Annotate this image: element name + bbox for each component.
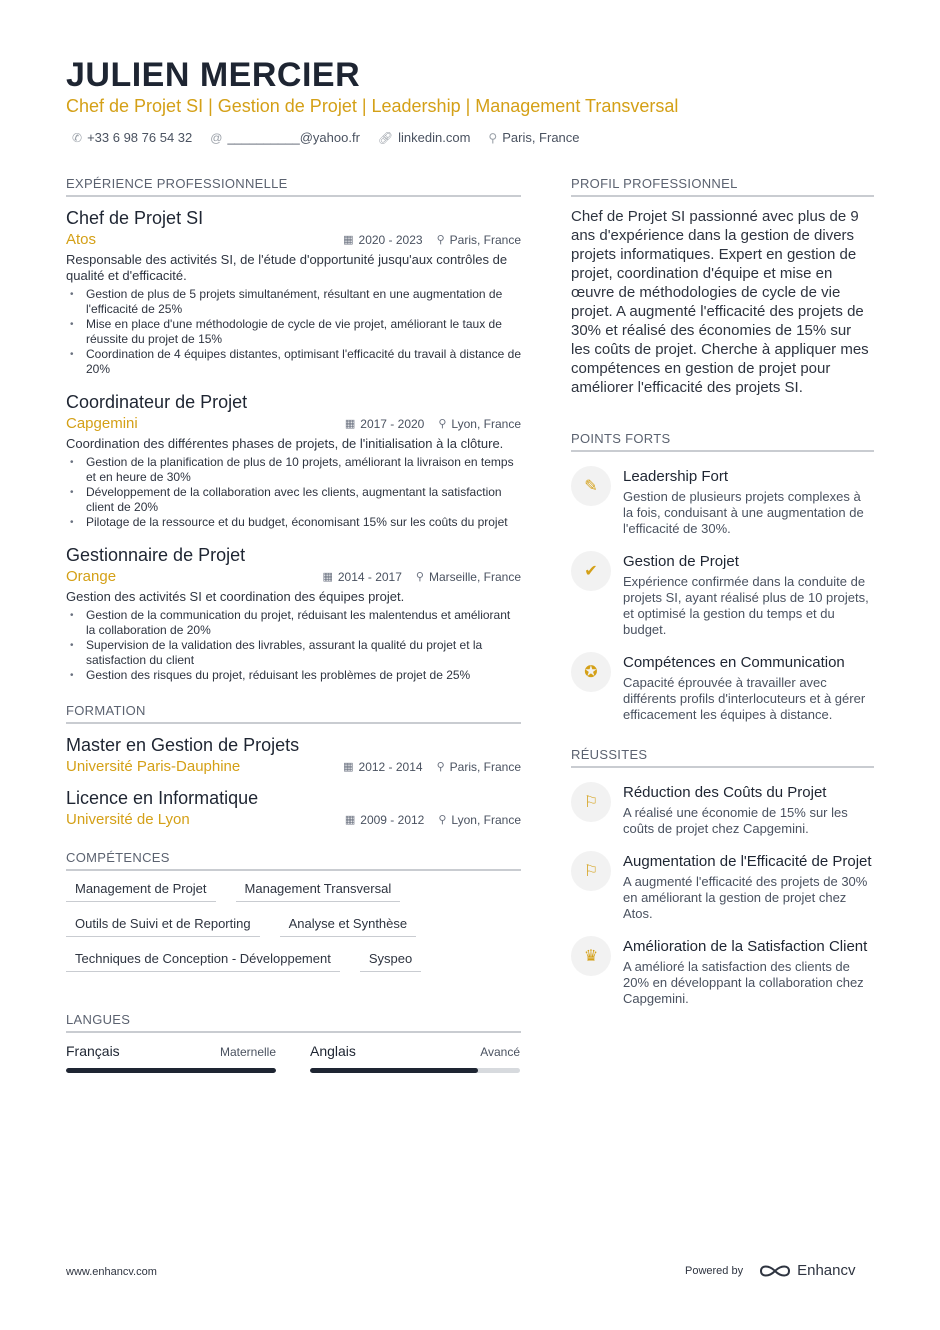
- job-summary: Responsable des activités SI, de l'étude d'opportunité jusqu'aux contrôles de qualité et d'efficacité.: [66, 252, 508, 283]
- company-name: Atos: [66, 231, 97, 248]
- education-item: [66, 734, 521, 775]
- achievements-item: [571, 784, 874, 837]
- degree-title: Licence en Informatique: [66, 788, 259, 808]
- strengths-item: [571, 468, 874, 537]
- bullet-item: • Coordination de 4 équipes distantes, optimisant l'efficacité du travail à distance de 20%: [66, 347, 521, 377]
- left-column: [66, 176, 521, 1073]
- profile-summary: Chef de Projet SI passionné avec plus de 9 ans d'expérience dans la gestion de divers projets informatiques. Expert en gestion de projet, coordination d'équipe et mise en œuvre de méthodologies de cycle de vie projet. A augmenté l'efficacité des projets de 30% et réalisé des économies de 15% sur les coûts de projet. Cherche à appliquer mes compétences en gestion de projet pour améliorer l'efficacité des projets SI.: [571, 208, 869, 396]
- skills-section-title: COMPÉTENCES: [66, 850, 521, 871]
- location-pin-icon: ⚲: [488, 130, 498, 145]
- skill-tag: Outils de Suivi et de Reporting: [66, 916, 260, 937]
- experience-list: [66, 207, 521, 683]
- trophy-icon: ♛: [571, 936, 611, 976]
- bullet-item: • Gestion de la planification de plus de 10 projets, améliorant la livraison en temps et en heure de 30%: [66, 455, 521, 485]
- location-pin-icon: ⚲: [415, 571, 424, 583]
- location-text: Paris, France: [502, 130, 580, 145]
- job-summary: Gestion des activités SI et coordination des équipes projet.: [66, 589, 405, 604]
- strengths-description: Capacité éprouvée à travailler avec différents profils d'interlocuteurs et à gérer efficacement les équipes à distance.: [623, 675, 866, 722]
- date-range: [345, 813, 424, 827]
- footer-website[interactable]: www.enhancv.com: [66, 1266, 157, 1278]
- strengths-title: Compétences en Communication: [623, 654, 845, 671]
- skill-tag: Techniques de Conception - Développement: [66, 951, 340, 972]
- location-pin-icon: ⚲: [436, 234, 445, 246]
- job-title: Chef de Projet SI: [66, 208, 204, 228]
- school-name: Université Paris-Dauphine: [66, 758, 241, 775]
- contact-email[interactable]: [210, 130, 360, 145]
- strengths-description: Gestion de plusieurs projets complexes à la fois, conduisant à une augmentation de l'efficacité de 30%.: [623, 489, 864, 536]
- enhancv-logo-icon: [759, 1263, 791, 1279]
- location-text: Marseille, France: [428, 569, 521, 584]
- check-icon: ✔: [571, 551, 611, 591]
- location: [438, 813, 521, 827]
- achievement-bullets: [66, 455, 521, 530]
- meta-info: [345, 417, 521, 431]
- achievements-item: [571, 853, 874, 922]
- flag-icon: ⚐: [571, 851, 611, 891]
- education-item: [66, 787, 521, 828]
- language-level: Maternelle: [219, 1045, 276, 1059]
- date-range: [345, 417, 424, 431]
- achievements-title: Réduction des Coûts du Projet: [623, 784, 827, 801]
- date-text: 2017 - 2020: [360, 416, 425, 431]
- brand-name: Enhancv: [797, 1262, 856, 1279]
- skill-tag: Analyse et Synthèse: [280, 916, 417, 937]
- bullet-item: • Gestion de plus de 5 projets simultanément, résultant en une augmentation de l'efficacité de 25%: [66, 287, 521, 317]
- job-title: Gestionnaire de Projet: [66, 545, 246, 565]
- skill-tag: Management de Projet: [66, 881, 216, 902]
- strengths-body: [623, 654, 874, 723]
- achievements-title: Augmentation de l'Efficacité de Projet: [623, 853, 872, 870]
- language-item: [66, 1043, 276, 1073]
- company-name: Capgemini: [66, 415, 138, 432]
- strengths-title: Leadership Fort: [623, 468, 729, 485]
- achievement-bullets: [66, 608, 521, 683]
- strengths-title: Gestion de Projet: [623, 553, 739, 570]
- calendar-icon: ▦: [322, 571, 333, 583]
- phone-icon: ✆: [72, 130, 83, 145]
- linkedin-text: linkedin.com: [398, 130, 471, 145]
- calendar-icon: ▦: [343, 234, 354, 246]
- location-text: Lyon, France: [451, 812, 521, 827]
- strengths-body: [623, 468, 874, 537]
- flag-icon: ⚐: [571, 782, 611, 822]
- powered-by-label: Powered by: [685, 1264, 744, 1277]
- language-level: Avancé: [480, 1045, 520, 1059]
- date-range: [343, 760, 422, 774]
- contact-phone[interactable]: [72, 130, 192, 145]
- achievements-item: [571, 938, 874, 1007]
- proficiency-fill: [66, 1068, 276, 1073]
- location: [416, 570, 521, 584]
- achievements-list: [571, 784, 874, 1007]
- location: [437, 233, 521, 247]
- skills-list: [66, 881, 521, 972]
- phone-text: +33 6 98 76 54 32: [87, 130, 193, 145]
- bullet-item: • Pilotage de la ressource et du budget, économisant 15% sur les coûts du projet: [66, 515, 521, 530]
- achievements-description: A amélioré la satisfaction des clients de 20% en développant la collaboration chez Capgemini.: [623, 959, 864, 1006]
- achievements-description: A augmenté l'efficacité des projets de 30% en améliorant la gestion de projet chez Atos.: [623, 874, 868, 921]
- skill-tag: Syspeo: [360, 951, 421, 972]
- skill-tag: Management Transversal: [236, 881, 401, 902]
- proficiency-fill: [310, 1068, 478, 1073]
- award-icon: ✪: [571, 652, 611, 692]
- language-name: Français: [66, 1043, 120, 1059]
- contact-row: [72, 130, 580, 145]
- location-pin-icon: ⚲: [438, 418, 447, 430]
- footer-branding: [685, 1262, 855, 1279]
- achievements-title: Amélioration de la Satisfaction Client: [623, 938, 868, 955]
- strengths-item: [571, 654, 874, 723]
- date-range: [322, 570, 401, 584]
- achievements-body: [623, 853, 874, 922]
- achievements-body: [623, 938, 874, 1007]
- language-name: Anglais: [310, 1043, 356, 1059]
- calendar-icon: ▦: [343, 761, 354, 773]
- magic-wand-icon: ✎: [571, 466, 611, 506]
- meta-info: [343, 760, 521, 774]
- company-row: [66, 231, 521, 248]
- at-icon: @: [210, 130, 223, 145]
- language-row: [66, 1043, 276, 1059]
- achievements-description: A réalisé une économie de 15% sur les coûts de projet chez Capgemini.: [623, 805, 848, 836]
- bullet-item: • Supervision de la validation des livrables, assurant la qualité du projet et la satisfaction du client: [66, 638, 521, 668]
- date-text: 2014 - 2017: [337, 569, 402, 584]
- school-row: [66, 758, 521, 775]
- meta-info: [345, 813, 521, 827]
- location-text: Lyon, France: [451, 416, 521, 431]
- date-text: 2012 - 2014: [358, 759, 423, 774]
- contact-linkedin[interactable]: [378, 130, 471, 145]
- languages-section-title: LANGUES: [66, 1012, 521, 1033]
- enhancv-logo[interactable]: [759, 1262, 855, 1279]
- job-summary: Coordination des différentes phases de projets, de l'initialisation à la clôture.: [66, 436, 504, 451]
- strengths-section-title: POINTS FORTS: [571, 431, 874, 452]
- profile-section-title: PROFIL PROFESSIONNEL: [571, 176, 874, 197]
- bullet-item: • Mise en place d'une méthodologie de cycle de vie projet, améliorant le taux de réussite du projet de 15%: [66, 317, 521, 347]
- link-icon: 🔗︎: [377, 130, 394, 145]
- experience-item: [66, 544, 521, 683]
- education-section-title: FORMATION: [66, 703, 521, 724]
- strengths-description: Expérience confirmée dans la conduite de projets SI, ayant réalisé plus de 10 projets, et optimisé la gestion du temps et du budget.: [623, 574, 869, 637]
- strengths-list: [571, 468, 874, 723]
- proficiency-bar: [66, 1068, 276, 1073]
- location-text: Paris, France: [449, 759, 521, 774]
- languages-list: [66, 1043, 521, 1073]
- location: [438, 417, 521, 431]
- proficiency-bar: [310, 1068, 520, 1073]
- bullet-item: • Gestion de la communication du projet, réduisant les malentendus et améliorant la collaboration de 20%: [66, 608, 521, 638]
- calendar-icon: ▦: [344, 418, 356, 430]
- contact-location: [488, 130, 579, 145]
- language-row: [310, 1043, 520, 1059]
- right-column: [571, 176, 874, 1023]
- job-title: Coordinateur de Projet: [66, 392, 248, 412]
- location: [437, 760, 521, 774]
- strengths-item: [571, 553, 874, 638]
- education-list: [66, 734, 521, 828]
- date-range: [343, 233, 422, 247]
- calendar-icon: ▦: [344, 814, 356, 826]
- experience-item: [66, 207, 521, 377]
- candidate-name: JULIEN MERCIER: [66, 56, 361, 94]
- achievements-body: [623, 784, 874, 837]
- degree-title: Master en Gestion de Projets: [66, 735, 300, 755]
- achievement-bullets: [66, 287, 521, 377]
- meta-info: [343, 233, 521, 247]
- date-text: 2020 - 2023: [358, 232, 423, 247]
- location-pin-icon: ⚲: [438, 814, 447, 826]
- company-row: [66, 568, 521, 585]
- strengths-body: [623, 553, 874, 638]
- location-text: Paris, France: [449, 232, 521, 247]
- meta-info: [322, 570, 521, 584]
- school-name: Université de Lyon: [66, 811, 190, 828]
- email-text: __________@yahoo.fr: [227, 130, 360, 145]
- experience-section-title: EXPÉRIENCE PROFESSIONNELLE: [66, 176, 521, 197]
- bullet-item: • Développement de la collaboration avec les clients, augmentant la satisfaction client de 20%: [66, 485, 521, 515]
- bullet-item: • Gestion des risques du projet, réduisant les problèmes de projet de 25%: [66, 668, 521, 683]
- school-row: [66, 811, 521, 828]
- language-item: [310, 1043, 520, 1073]
- headline: Chef de Projet SI | Gestion de Projet | Leadership | Management Transversal: [66, 96, 679, 116]
- experience-item: [66, 391, 521, 530]
- achievements-section-title: RÉUSSITES: [571, 747, 874, 768]
- company-name: Orange: [66, 568, 117, 585]
- location-pin-icon: ⚲: [436, 761, 445, 773]
- date-text: 2009 - 2012: [360, 812, 425, 827]
- company-row: [66, 415, 521, 432]
